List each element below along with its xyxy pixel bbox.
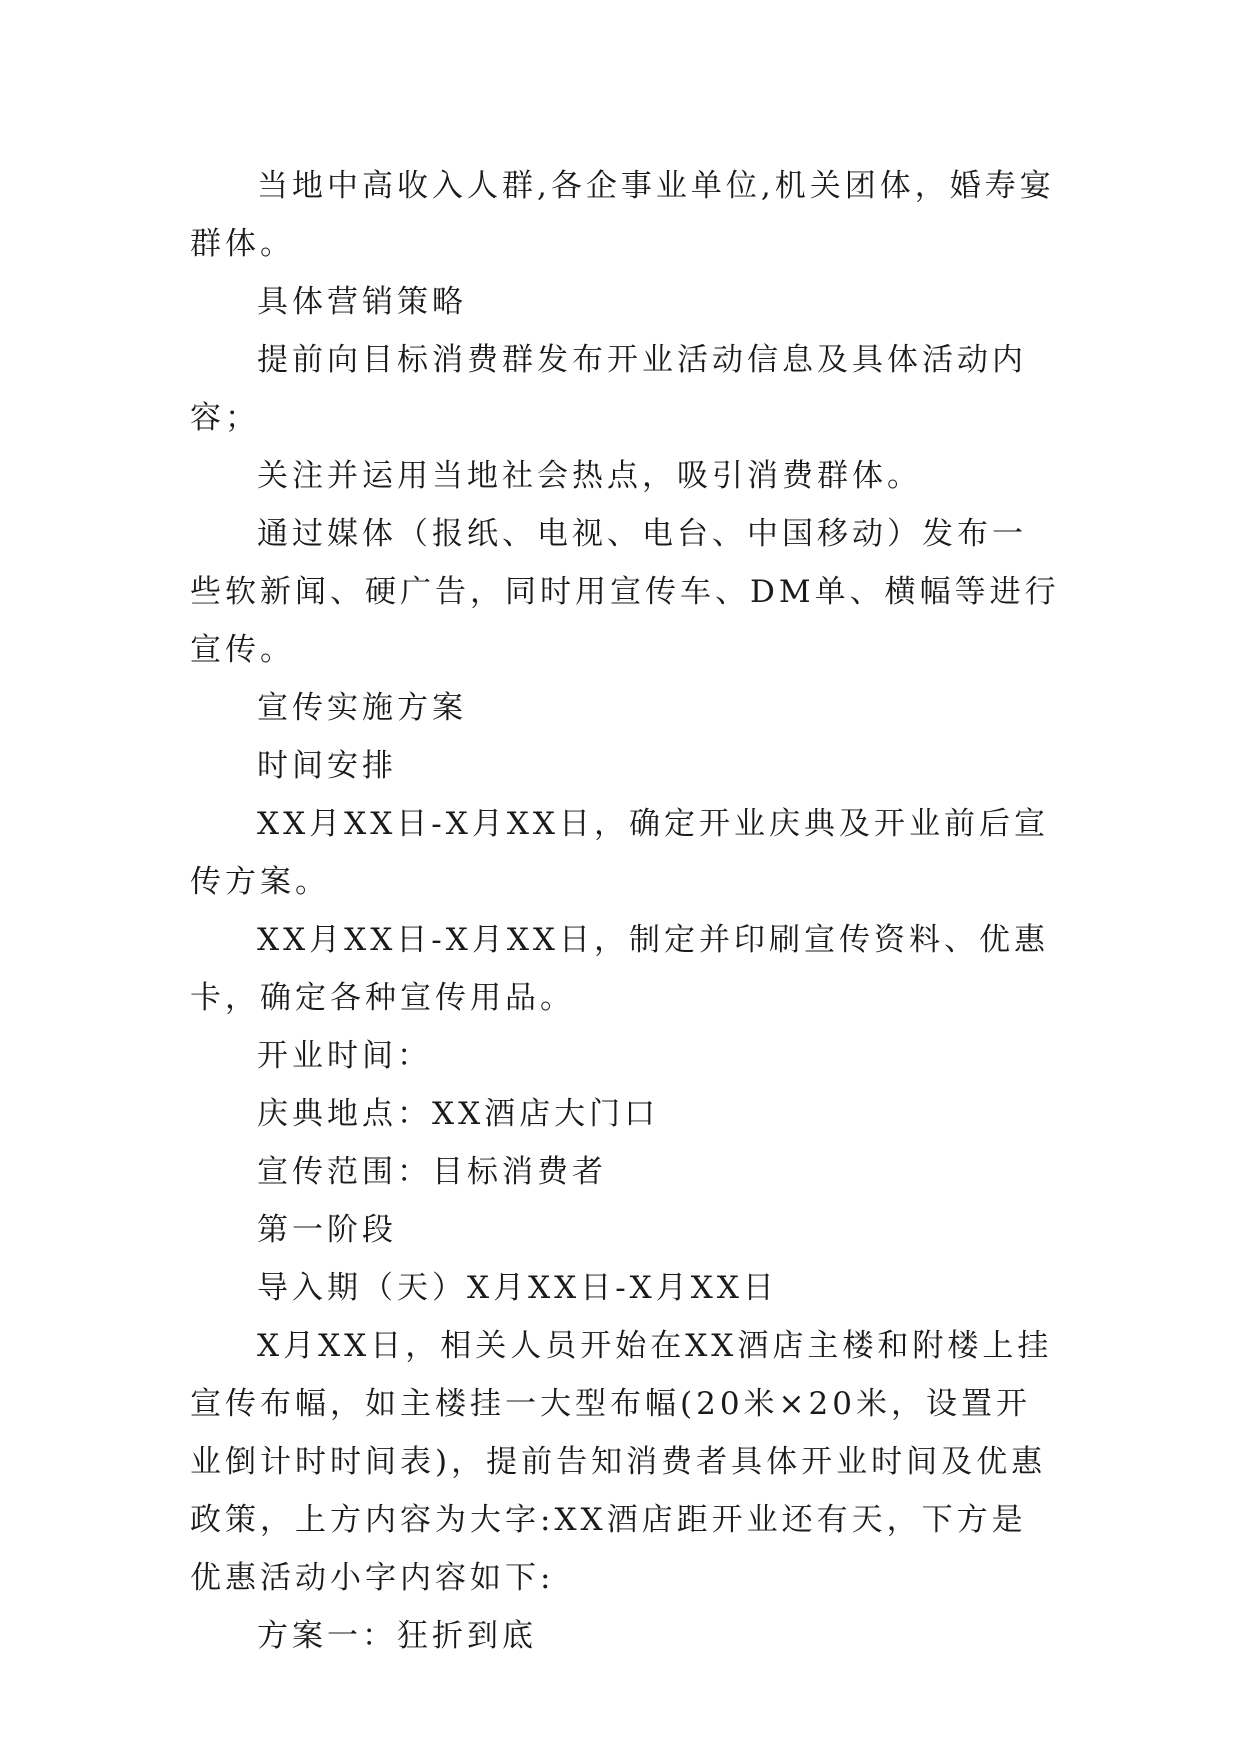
document-body <box>190 157 1060 1665</box>
paragraph-announce-activities: 提前向目标消费群发布开业活动信息及具体活动内容； <box>190 342 1027 436</box>
paragraph-schedule-ceremony-plan: XX月XX日-X月XX日，确定开业庆典及开业前后宣传方案。 <box>190 806 1049 900</box>
paragraph-schedule-printing: XX月XX日-X月XX日，制定并印刷宣传资料、优惠卡，确定各种宣传用品。 <box>190 922 1049 1016</box>
paragraph-opening-time: 开业时间： <box>257 1038 432 1074</box>
paragraph-heading-phase-one: 第一阶段 <box>257 1212 397 1248</box>
paragraph-introduction-period: 导入期（天）X月XX日-X月XX日 <box>257 1270 778 1306</box>
paragraph-target-audience: 当地中高收入人群,各企事业单位,机关团体，婚寿宴群体。 <box>190 168 1055 262</box>
paragraph-ceremony-location: 庆典地点：XX酒店大门口 <box>257 1096 660 1132</box>
paragraph-heading-schedule: 时间安排 <box>257 748 397 784</box>
paragraph-banner-details: X月XX日，相关人员开始在XX酒店主楼和附楼上挂宣传布幅，如主楼挂一大型布幅(20米×20米，设置开业倒计时时间表)，提前告知消费者具体开业时间及优惠政策，上方内容为大字:XX酒店距开业还有天，下方是优惠活动小字内容如下: <box>190 1328 1053 1596</box>
paragraph-heading-marketing-strategy: 具体营销策略 <box>257 284 467 320</box>
paragraph-plan-one: 方案一：狂折到底 <box>257 1618 537 1654</box>
paragraph-social-hotspots: 关注并运用当地社会热点，吸引消费群体。 <box>257 458 922 494</box>
paragraph-heading-promotion-plan: 宣传实施方案 <box>257 690 467 726</box>
paragraph-media-promotion: 通过媒体（报纸、电视、电台、中国移动）发布一些软新闻、硬广告，同时用宣传车、DM单、横幅等进行宣传。 <box>190 516 1060 668</box>
paragraph-promotion-scope: 宣传范围：目标消费者 <box>257 1154 607 1190</box>
